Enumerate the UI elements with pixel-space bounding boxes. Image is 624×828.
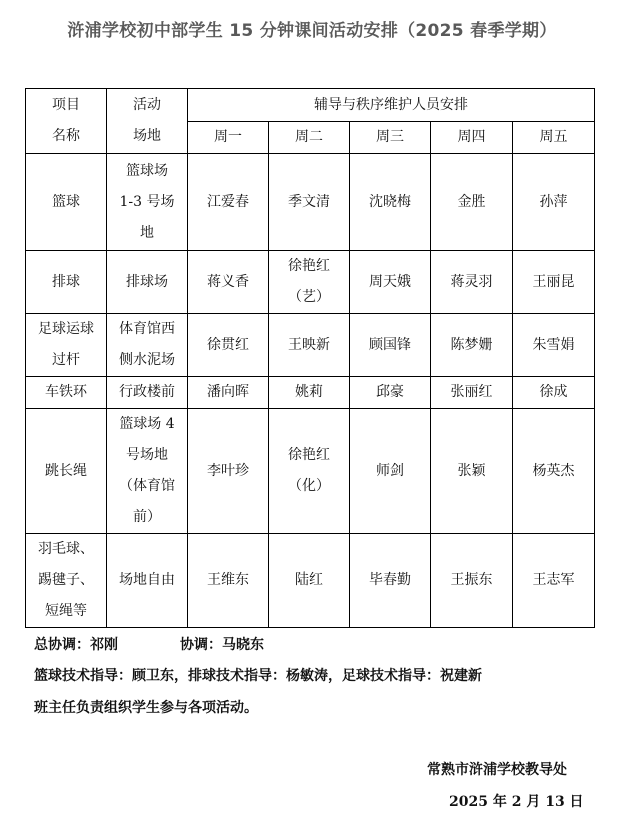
venue-cell xyxy=(107,154,188,251)
staff-cell-line: 王维东 xyxy=(207,572,249,588)
staff-cell-line: 蒋义香 xyxy=(207,273,249,290)
staff-cell xyxy=(188,534,269,628)
activity-name-cell xyxy=(26,154,107,251)
venue-cell-line: 侧水泥场 xyxy=(119,352,175,368)
activity-name-cell-line: 篮球 xyxy=(52,193,80,210)
staff-cell xyxy=(188,251,269,314)
venue-cell-line: 1-3 号场 xyxy=(119,193,175,210)
venue-cell xyxy=(107,409,188,534)
staff-cell-line: 张颖 xyxy=(457,462,486,479)
staff-cell-line: 徐艳红 xyxy=(288,258,330,274)
staff-cell-line: 邱豪 xyxy=(376,384,404,400)
activity-row xyxy=(26,314,595,377)
venue-cell-line: 行政楼前 xyxy=(119,384,175,400)
venue-cell-line: 篮球场 xyxy=(126,162,168,179)
coordinator-label: 协调： xyxy=(180,637,222,653)
staff-cell-line: 蒋灵羽 xyxy=(450,273,493,290)
staff-cell-line: 周天娥 xyxy=(369,273,411,290)
staff-cell xyxy=(269,377,350,409)
venue-cell xyxy=(107,534,188,628)
staff-cell-line: 朱雪娟 xyxy=(532,336,575,353)
header-venue-line2: 场地 xyxy=(133,128,161,144)
staff-cell xyxy=(350,314,431,377)
venue-cell xyxy=(107,314,188,377)
staff-cell xyxy=(431,154,513,251)
class-teacher-note: 班主任负责组织学生参与各项活动。 xyxy=(34,700,258,716)
staff-cell-line: 江爱春 xyxy=(207,193,249,210)
activity-name-cell xyxy=(26,251,107,314)
staff-cell-line: 徐贯红 xyxy=(207,336,249,353)
staff-cell xyxy=(350,251,431,314)
staff-cell-line: 王丽昆 xyxy=(532,273,575,290)
activity-name-cell xyxy=(26,314,107,377)
chief-coordinator-name: 祁刚 xyxy=(90,637,118,653)
staff-cell xyxy=(513,409,595,534)
staff-cell-line: 徐成 xyxy=(539,384,568,400)
signature-date: 2025 年 2 月 13 日 xyxy=(449,794,584,810)
staff-cell xyxy=(513,314,595,377)
activity-name-cell-line: 羽毛球、 xyxy=(38,541,94,557)
activity-name-cell-line: 排球 xyxy=(52,273,80,290)
page-title: 浒浦学校初中部学生 15 分钟课间活动安排（2025 春季学期） xyxy=(67,21,557,41)
staff-cell xyxy=(350,154,431,251)
staff-cell xyxy=(188,409,269,534)
staff-cell-line: 顾国锋 xyxy=(369,336,411,353)
staff-cell xyxy=(431,251,513,314)
staff-cell xyxy=(188,154,269,251)
staff-cell-line: 张丽红 xyxy=(450,384,493,400)
staff-cell xyxy=(513,377,595,409)
header-day: 周一 xyxy=(188,122,269,154)
header-venue xyxy=(107,89,188,154)
staff-cell xyxy=(269,251,350,314)
tech-guidance-line: 篮球技术指导：顾卫东，排球技术指导：杨敏涛，足球技术指导：祝建新 xyxy=(34,668,482,684)
staff-cell-line: 毕春勤 xyxy=(369,572,411,588)
staff-cell xyxy=(269,409,350,534)
activity-name-cell-line: 踢毽子、 xyxy=(38,572,94,588)
header-project-name xyxy=(26,89,107,154)
staff-cell xyxy=(350,377,431,409)
signature-org: 常熟市浒浦学校教导处 xyxy=(427,762,567,778)
activity-name-cell xyxy=(26,409,107,534)
activity-row xyxy=(26,409,595,534)
staff-cell xyxy=(431,314,513,377)
venue-cell-line: （体育馆 xyxy=(119,478,175,494)
header-row-1 xyxy=(26,89,595,122)
staff-cell-line: 沈晓梅 xyxy=(369,193,411,210)
venue-cell-line: 场地自由 xyxy=(119,572,175,588)
venue-cell-line: 体育馆西 xyxy=(119,321,175,337)
venue-cell xyxy=(107,377,188,409)
staff-cell-line: 潘向晖 xyxy=(207,384,249,400)
staff-cell xyxy=(513,251,595,314)
staff-cell-line: 姚莉 xyxy=(295,384,323,400)
venue-cell-line: 地 xyxy=(140,224,154,241)
venue-cell xyxy=(107,251,188,314)
staff-cell-line: 徐艳红 xyxy=(288,447,330,463)
header-day: 周五 xyxy=(513,122,595,154)
staff-cell xyxy=(269,154,350,251)
chief-coordinator-label: 总协调： xyxy=(34,637,90,653)
staff-cell xyxy=(431,534,513,628)
activity-name-cell-line: 车铁环 xyxy=(45,384,87,400)
staff-cell xyxy=(350,409,431,534)
activity-row xyxy=(26,377,595,409)
activity-row xyxy=(26,534,595,628)
staff-cell-line: 陆红 xyxy=(295,572,323,588)
staff-cell-line: 李叶珍 xyxy=(207,462,249,479)
staff-cell xyxy=(188,314,269,377)
activity-schedule-table xyxy=(25,88,595,628)
staff-cell-line: 王映新 xyxy=(288,336,330,353)
activity-row xyxy=(26,154,595,251)
venue-cell-line: 篮球场 4 xyxy=(119,416,175,432)
activity-name-cell xyxy=(26,534,107,628)
staff-cell-line: 金胜 xyxy=(457,193,486,210)
staff-cell-line: （艺） xyxy=(288,289,330,305)
activity-name-cell xyxy=(26,377,107,409)
coordinator-line xyxy=(34,634,264,654)
header-day: 周三 xyxy=(350,122,431,154)
staff-cell-line: （化） xyxy=(288,478,330,494)
activity-name-cell-line: 跳长绳 xyxy=(45,462,87,479)
staff-cell xyxy=(513,534,595,628)
activity-name-cell-line: 短绳等 xyxy=(45,603,87,619)
header-venue-line1: 活动 xyxy=(133,97,161,113)
header-day: 周二 xyxy=(269,122,350,154)
staff-cell-line: 师剑 xyxy=(376,462,404,479)
activity-name-cell-line: 过杆 xyxy=(52,352,80,368)
venue-cell-line: 前） xyxy=(133,509,161,525)
coordinator-name: 马晓东 xyxy=(222,637,264,653)
header-project-line1: 项目 xyxy=(52,97,80,113)
staff-cell xyxy=(513,154,595,251)
venue-cell-line: 号场地 xyxy=(126,447,168,463)
venue-cell-line: 排球场 xyxy=(126,273,168,290)
staff-cell-line: 杨英杰 xyxy=(532,462,575,479)
staff-cell xyxy=(269,534,350,628)
header-day: 周四 xyxy=(431,122,513,154)
staff-cell-line: 王振东 xyxy=(450,572,493,588)
staff-cell-line: 王志军 xyxy=(532,572,575,588)
staff-cell xyxy=(188,377,269,409)
staff-cell-line: 陈梦姗 xyxy=(450,336,493,353)
staff-cell-line: 季文清 xyxy=(288,193,330,210)
activity-row xyxy=(26,251,595,314)
activity-name-cell-line: 足球运球 xyxy=(38,321,94,337)
staff-cell xyxy=(350,534,431,628)
header-project-line2: 名称 xyxy=(52,128,80,144)
staff-cell xyxy=(431,409,513,534)
staff-cell-line: 孙萍 xyxy=(539,193,568,210)
header-staff-title: 辅导与秩序维护人员安排 xyxy=(188,89,595,122)
staff-cell xyxy=(431,377,513,409)
staff-cell xyxy=(269,314,350,377)
